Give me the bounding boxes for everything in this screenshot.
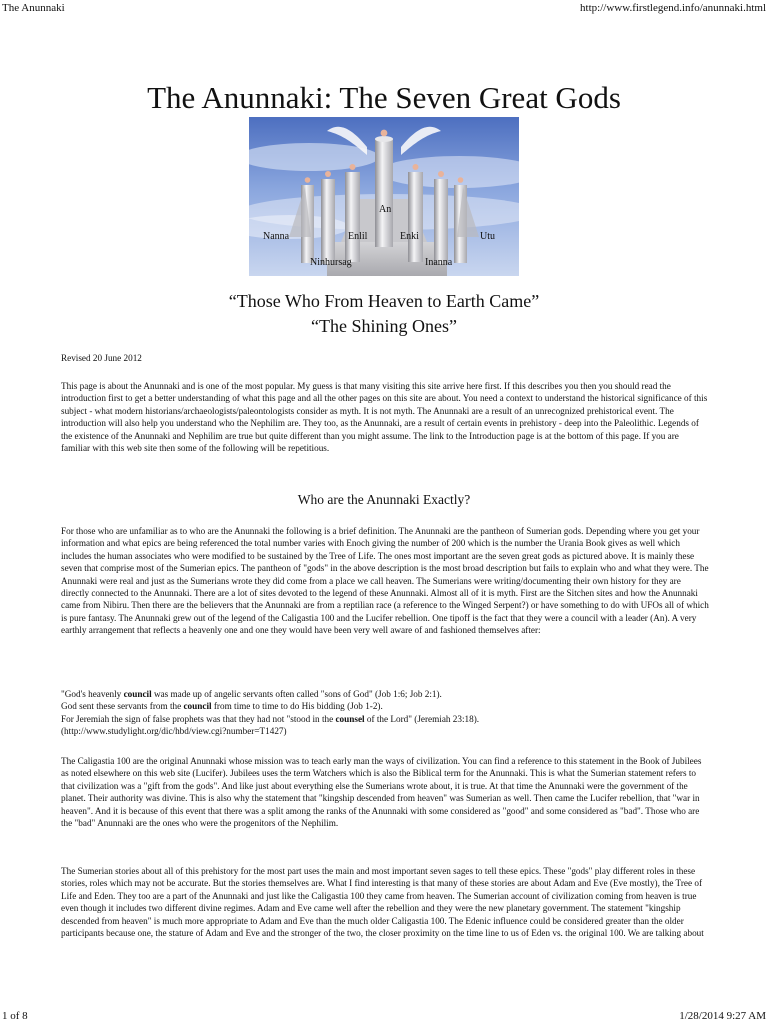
paragraph-caligastia-text: The Caligastia 100 are the original Anunnaki whose mission was to teach early man the ways of civilization. You can find a reference to this statement in the Book of Jubilees as noted elsewhere on this web site (Lucifer). Jubilees uses the term Watchers which is also the Biblical term for the Anunnaki. This is what the Sumerian statement refers to that civilization was a "gift from the gods". And like just about everything else the Sumerians wrote about, it is true. At that time the Anunnaki were the government of the planet. Their authority was divine. This is also why the statement that "kingship descended from heaven" was Sumerian as well. Then came the Lucifer rebellion, that "war in heaven". And it is because of this event that there was a split among the ranks of the Anunnaki with some considered as "good" and some considered as "bad". Those who are the "bad" Anunnaki are the ones who were the progenitors of the Nephilim. [61, 756, 702, 829]
subtitle-heaven-to-earth: “Those Who From Heaven to Earth Came” [228, 291, 540, 311]
section-heading: Who are the Anunnaki Exactly? [297, 492, 471, 507]
page-header-url[interactable]: http://www.firstlegend.info/anunnaki.html [580, 2, 766, 14]
subtitle-shining-ones: “The Shining Ones” [311, 316, 457, 336]
intro-paragraph [61, 380, 709, 454]
paragraph-sumerian-stories-text: The Sumerian stories about all of this prehistory for the most part uses the main and most important seven sages to tell these epics. These "gods" play different roles in these stories, roles which may not be accurate. But the stories themselves are. What I find interesting is that many of these stories are about Adam and Eve (Eve mostly), the Tree of Life and Eden. They too are a part of the Anunnaki and just like the Caligastia 100 they came from heaven. The Sumerian account of civilization coming from heaven is true even though it includes two different divine regimes. Adam and Eve came well after the rebellion and they were the new planetary government. The statement "kingship descended from heaven" is much more appropriate to Adam and Eve than the much older Caligastia 100. The Edenic influence could be considered greater than the older participants because one, the stature of Adam and Eve and the stronger of the two, the closer proximity on the time line to us of Eden vs. the original 100. We are talking about [61, 866, 704, 939]
label-ninhursag: Ninhursag [310, 257, 352, 268]
label-enlil: Enlil [348, 231, 368, 242]
paragraph-definition [61, 525, 709, 637]
paragraph-caligastia [61, 755, 709, 829]
seven-gods-illustration [249, 117, 519, 276]
page-title: The Anunnaki: The Seven Great Gods [147, 80, 621, 115]
intro-text: This page is about the Anunnaki and is one of the most popular. My guess is that many visiting this site arrive here first. If this describes you then you should read the introduction first to get a better understanding of what this page and all the other pages on this site are about. You need a context to understand the historical significance of this subject - what modern historians/archaeologists/paleontologists consider as myth. It is not myth. The Anunnaki are a result of an unrecognized prehistorical event. The introduction will also help you understand who the Nephilim are. They too, as the Anunnaki, are a result of certain events in prehistory - deep into the Paleolithic. Legends of the existence of the Anunnaki and Nephilim are true but quite different than you might assume. The link to the Introduction page is at the bottom of this page. If you are familiar with this web site then some of the following will be repetitious. [61, 381, 708, 454]
quote-line-3: For Jeremiah the sign of false prophets was that they had not "stood in the counsel of the Lord" (Jeremiah 23:18). [61, 713, 480, 724]
label-enki: Enki [400, 231, 419, 242]
label-nanna: Nanna [263, 231, 290, 242]
revised-text: Revised 20 June 2012 [61, 353, 142, 363]
page-header-title: The Anunnaki [2, 2, 65, 14]
revised-date [61, 352, 709, 364]
print-timestamp: 1/28/2014 9:27 AM [679, 1010, 766, 1022]
paragraph-sumerian-stories [61, 865, 709, 939]
label-an: An [379, 204, 392, 215]
seven-gods-image [249, 117, 519, 276]
quote-line-1: "God's heavenly council was made up of angelic servants often called "sons of God" (Job 1:6; Job 2:1). [61, 689, 442, 699]
page-number: 1 of 8 [2, 1010, 28, 1022]
bible-quote [61, 688, 709, 738]
quote-source-link[interactable]: (http://www.studylight.org/dic/hbd/view.cgi?number=T1427) [61, 726, 287, 737]
label-utu: Utu [480, 231, 495, 242]
paragraph-definition-text: For those who are unfamiliar as to who are the Anunnaki the following is a brief definition. The Anunnaki are the pantheon of Sumerian gods. Depending where you get your information and what epics are being referenced the total number varies with Enoch giving the number of 200 which is the number the Urania Book gives as well which includes the human associates who were modified to be sustained by the Tree of Life. The ones most important are the seven great gods as pictured above. It is mainly these seven that comprise most of the Sumerian epics. The pantheon of "gods" in the above description is the most broad description but fails to explain who and what they were. The Anunnaki were real and just as the Sumerians wrote they did come from a place we call heaven. The Sumerians were writing/documenting their own history for they are directly connected to the Anunnaki. There are a lot of sites devoted to the legend of these Anunnaki. Almost all of it is myth. First are the Sitchen sites and how the Anunnaki came from Nibiru. Then there are the believers that the Anunnaki are from a reptilian race (a reference to the Winged Serpent?) or have something to do with UFOs all of which is pure fantasy. The Anunnaki grew out of the legend of the Caligastia 100 and the Lucifer rebellion. One tipoff is the fact that they were a council with a leader (An). A very earthly arrangement that reflects a heavenly one and one they would have been very well aware of and fashioned themselves after: [61, 526, 709, 636]
quote-line-2: God sent these servants from the council from time to time to do His bidding (Job 1-2). [61, 701, 383, 712]
label-inanna: Inanna [425, 257, 453, 268]
